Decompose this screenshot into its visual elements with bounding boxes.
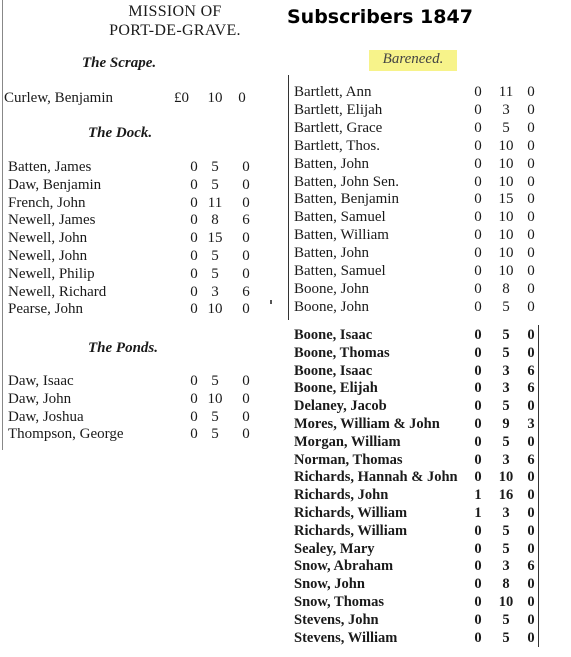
shillings-value: 5 bbox=[502, 119, 510, 136]
subscriber-name: Sealey, Mary bbox=[294, 540, 375, 557]
subscriber-row bbox=[294, 298, 544, 316]
pounds-value: 0 bbox=[190, 283, 198, 300]
shillings-value: 10 bbox=[498, 155, 514, 172]
subscriber-name: Richards, William bbox=[294, 522, 408, 539]
subscriber-row bbox=[294, 137, 544, 155]
subscriber-row bbox=[294, 155, 544, 173]
subscriber-name: Batten, John Sen. bbox=[294, 173, 399, 190]
subscriber-row bbox=[294, 611, 544, 629]
pence-value: 0 bbox=[527, 298, 535, 315]
pence-value: 3 bbox=[527, 416, 535, 432]
pence-value: 0 bbox=[242, 176, 250, 193]
column-rule-bareneed bbox=[288, 75, 289, 320]
pence-value: 0 bbox=[242, 301, 250, 318]
pounds-value: 0 bbox=[190, 390, 198, 407]
subscriber-row bbox=[8, 176, 258, 194]
print-smudge bbox=[270, 300, 272, 304]
subscriber-name: Morgan, William bbox=[294, 433, 401, 450]
shillings-value: 3 bbox=[502, 558, 510, 575]
subscriber-name: Richards, Hannah & John bbox=[294, 469, 458, 486]
subscriber-row bbox=[8, 194, 258, 212]
pence-value: 0 bbox=[242, 408, 250, 425]
pence-value: 0 bbox=[527, 594, 535, 610]
shillings-value: 5 bbox=[502, 611, 510, 628]
shillings-value: 3 bbox=[211, 283, 219, 300]
subscriber-row bbox=[294, 362, 544, 380]
subscriber-row bbox=[294, 344, 544, 362]
shillings-value: 16 bbox=[498, 487, 514, 504]
pence-value: 0 bbox=[242, 230, 250, 247]
pence-value: 0 bbox=[527, 227, 535, 244]
subscriber-name: Boone, Isaac bbox=[294, 362, 373, 379]
pounds-value: 0 bbox=[190, 301, 198, 318]
shillings-value: 5 bbox=[502, 344, 510, 361]
pence-value: 0 bbox=[527, 505, 535, 521]
pence-value: 0 bbox=[527, 540, 535, 557]
pounds-value: 0 bbox=[474, 227, 482, 244]
subscriber-row bbox=[294, 504, 544, 522]
subscriber-name: Delaney, Jacob bbox=[294, 398, 387, 415]
shillings-value: 10 bbox=[498, 227, 514, 244]
pounds-value: 0 bbox=[474, 469, 482, 486]
pounds-value: 0 bbox=[474, 451, 482, 468]
pounds-value: 0 bbox=[474, 433, 482, 450]
pounds-value: 0 bbox=[474, 540, 482, 557]
subscriber-name: Snow, Thomas bbox=[294, 594, 384, 610]
subscriber-row bbox=[294, 280, 544, 298]
section-heading-dock: The Dock. bbox=[88, 125, 153, 141]
pounds-value: 0 bbox=[190, 408, 198, 425]
subscriber-row bbox=[294, 244, 544, 262]
shillings-value: 5 bbox=[211, 373, 219, 389]
shillings-value: 15 bbox=[498, 191, 514, 208]
pounds-value: 0 bbox=[474, 84, 482, 100]
shillings-value: 5 bbox=[502, 540, 510, 557]
subscriber-name: Daw, John bbox=[8, 390, 72, 407]
subscriber-name: Batten, Samuel bbox=[294, 209, 386, 226]
pounds-value: 0 bbox=[474, 594, 482, 610]
pence-value: 0 bbox=[242, 373, 250, 389]
subscriber-name: Boone, Thomas bbox=[294, 344, 390, 361]
pence-value: 0 bbox=[527, 155, 535, 172]
pounds-value: 0 bbox=[474, 173, 482, 190]
pounds-value: 0 bbox=[474, 398, 482, 415]
shillings-value: 10 bbox=[498, 245, 514, 262]
shillings-value: 5 bbox=[502, 433, 510, 450]
pence-value: 0 bbox=[527, 576, 535, 593]
subscriber-row bbox=[294, 326, 544, 344]
pounds-value: 0 bbox=[474, 576, 482, 593]
pounds-value: 1 bbox=[474, 505, 482, 521]
subscriber-row bbox=[294, 119, 544, 137]
subscriber-name: Newell, John bbox=[8, 248, 88, 264]
subscriber-name: Boone, John bbox=[294, 280, 369, 297]
pence-value: 0 bbox=[527, 487, 535, 504]
subscriber-row bbox=[294, 173, 544, 191]
pounds-value: 0 bbox=[190, 426, 198, 443]
pounds-value: 0 bbox=[474, 280, 482, 297]
pence-value: 0 bbox=[527, 398, 535, 415]
pence-value: 6 bbox=[527, 451, 535, 468]
pence-value: 0 bbox=[242, 390, 250, 407]
pence-value: 0 bbox=[527, 433, 535, 450]
pence-value: 6 bbox=[527, 362, 535, 379]
shillings-value: 8 bbox=[211, 212, 219, 229]
pence-value: 0 bbox=[527, 173, 535, 190]
pounds-value: 0 bbox=[474, 327, 482, 343]
subscriber-row bbox=[8, 372, 258, 390]
pounds-value: 0 bbox=[474, 380, 482, 397]
subscriber-row bbox=[294, 190, 544, 208]
subscriber-name: Snow, John bbox=[294, 576, 365, 593]
section-heading-ponds: The Ponds. bbox=[88, 340, 159, 356]
subscriber-name: Thompson, George bbox=[8, 426, 124, 443]
subscriber-row bbox=[8, 229, 258, 247]
pounds-value: 0 bbox=[474, 263, 482, 279]
overlay-title: Subscribers 1847 bbox=[287, 6, 473, 28]
shillings-value: 10 bbox=[498, 209, 514, 226]
subscriber-row bbox=[294, 468, 544, 486]
mission-title-line2: PORT-DE-GRAVE. bbox=[109, 22, 241, 39]
subscriber-name: Newell, Philip bbox=[8, 265, 95, 282]
pounds-value: 0 bbox=[474, 344, 482, 361]
subscriber-row bbox=[8, 408, 258, 426]
subscriber-row bbox=[294, 397, 544, 415]
pounds-value: 0 bbox=[474, 191, 482, 208]
shillings-value: 10 bbox=[498, 469, 514, 486]
shillings-value: 5 bbox=[211, 408, 219, 425]
pounds-value: 0 bbox=[474, 119, 482, 136]
pounds-value: 0 bbox=[474, 629, 482, 646]
pence-value: 0 bbox=[242, 159, 250, 175]
shillings-value: 11 bbox=[498, 84, 514, 100]
subscriber-row bbox=[294, 83, 544, 101]
subscriber-row bbox=[294, 379, 544, 397]
subscriber-row bbox=[8, 247, 258, 265]
shillings-value: 10 bbox=[207, 90, 223, 106]
subscriber-name: Daw, Joshua bbox=[8, 408, 84, 425]
pence-value: 0 bbox=[527, 344, 535, 361]
pence-value: 0 bbox=[527, 119, 535, 136]
pence-value: 0 bbox=[527, 137, 535, 154]
left-page-edge bbox=[2, 0, 3, 450]
pence-value: 6 bbox=[527, 558, 535, 575]
pence-value: 0 bbox=[527, 522, 535, 539]
shillings-value: 5 bbox=[502, 298, 510, 315]
pounds-value: 0 bbox=[190, 248, 198, 264]
subscriber-row bbox=[8, 265, 258, 283]
subscriber-name: Newell, Richard bbox=[8, 283, 107, 300]
shillings-value: 9 bbox=[502, 416, 510, 432]
pence-value: 0 bbox=[527, 84, 535, 100]
pounds-value: 0 bbox=[474, 137, 482, 154]
pence-value: 0 bbox=[527, 327, 535, 343]
subscriber-row bbox=[8, 158, 258, 176]
subscriber-name: Richards, William bbox=[294, 505, 408, 521]
pounds-value: 0 bbox=[190, 212, 198, 229]
pence-value: 6 bbox=[242, 212, 250, 229]
pounds-value: 0 bbox=[474, 209, 482, 226]
subscriber-name: Bartlett, Ann bbox=[294, 84, 372, 100]
subscriber-row bbox=[294, 415, 544, 433]
pounds-value: 0 bbox=[190, 176, 198, 193]
section-heading-scrape: The Scrape. bbox=[82, 55, 157, 71]
subscriber-name: Boone, John bbox=[294, 298, 369, 315]
pounds-value: 0 bbox=[190, 373, 198, 389]
pounds-value: 0 bbox=[474, 155, 482, 172]
subscriber-name: Pearse, John bbox=[8, 301, 83, 318]
section-heading-bareneed: Bareneed. bbox=[382, 51, 444, 67]
shillings-value: 10 bbox=[498, 173, 514, 190]
shillings-value: 5 bbox=[502, 327, 510, 343]
subscriber-name: Newell, John bbox=[8, 230, 88, 247]
shillings-value: 10 bbox=[498, 263, 514, 279]
subscriber-row bbox=[294, 226, 544, 244]
shillings-value: 8 bbox=[502, 576, 510, 593]
pence-value: 0 bbox=[242, 265, 250, 282]
pence-value: 0 bbox=[527, 209, 535, 226]
subscriber-row bbox=[8, 211, 258, 229]
subscriber-row bbox=[294, 629, 544, 647]
pounds-value: 0 bbox=[190, 159, 198, 175]
subscriber-name: Batten, Benjamin bbox=[294, 191, 399, 208]
shillings-value: 5 bbox=[211, 426, 219, 443]
pounds-value: £0 bbox=[174, 90, 189, 106]
shillings-value: 3 bbox=[502, 451, 510, 468]
subscriber-row bbox=[8, 425, 258, 443]
subscriber-name: Batten, John bbox=[294, 245, 369, 262]
subscriber-name: Daw, Isaac bbox=[8, 373, 74, 389]
pence-value: 0 bbox=[527, 611, 535, 628]
subscriber-name: Daw, Benjamin bbox=[8, 176, 102, 193]
pounds-value: 0 bbox=[474, 611, 482, 628]
shillings-value: 5 bbox=[502, 398, 510, 415]
shillings-value: 5 bbox=[211, 248, 219, 264]
subscriber-name: Bartlett, Thos. bbox=[294, 137, 380, 154]
shillings-value: 3 bbox=[502, 505, 510, 521]
subscriber-row bbox=[294, 101, 544, 119]
scrape-row bbox=[4, 89, 254, 107]
shillings-value: 10 bbox=[498, 137, 514, 154]
subscriber-row bbox=[8, 390, 258, 408]
pence-value: 0 bbox=[527, 191, 535, 208]
pounds-value: 0 bbox=[474, 416, 482, 432]
pence-value: 6 bbox=[242, 283, 250, 300]
subscriber-name: Newell, James bbox=[8, 212, 96, 229]
subscriber-name: Stevens, William bbox=[294, 629, 398, 646]
shillings-value: 10 bbox=[207, 390, 223, 407]
pounds-value: 0 bbox=[190, 265, 198, 282]
shillings-value: 5 bbox=[502, 629, 510, 646]
subscriber-row bbox=[294, 522, 544, 540]
mission-title bbox=[80, 2, 270, 40]
pounds-value: 0 bbox=[474, 298, 482, 315]
subscriber-row bbox=[294, 575, 544, 593]
subscriber-name: Batten, James bbox=[8, 159, 92, 175]
pence-value: 0 bbox=[242, 194, 250, 211]
shillings-value: 5 bbox=[211, 265, 219, 282]
shillings-value: 10 bbox=[498, 594, 514, 610]
shillings-value: 11 bbox=[207, 194, 223, 211]
subscriber-row bbox=[294, 557, 544, 575]
subscriber-name: Batten, John bbox=[294, 155, 369, 172]
pounds-value: 0 bbox=[474, 101, 482, 118]
subscriber-name: Bartlett, Elijah bbox=[294, 101, 383, 118]
subscriber-name: Richards, John bbox=[294, 487, 389, 504]
shillings-value: 3 bbox=[502, 380, 510, 397]
pounds-value: 0 bbox=[474, 522, 482, 539]
subscriber-name: Bartlett, Grace bbox=[294, 119, 383, 136]
pounds-value: 0 bbox=[190, 194, 198, 211]
pence-value: 0 bbox=[527, 629, 535, 646]
shillings-value: 5 bbox=[502, 522, 510, 539]
subscriber-row bbox=[294, 208, 544, 226]
shillings-value: 3 bbox=[502, 362, 510, 379]
shillings-value: 15 bbox=[207, 230, 223, 247]
subscriber-name: Stevens, John bbox=[294, 611, 379, 628]
shillings-value: 10 bbox=[207, 301, 223, 318]
subscriber-name: Curlew, Benjamin bbox=[4, 90, 114, 106]
subscriber-name: Norman, Thomas bbox=[294, 451, 403, 468]
pence-value: 0 bbox=[527, 263, 535, 279]
pence-value: 0 bbox=[527, 280, 535, 297]
shillings-value: 5 bbox=[211, 176, 219, 193]
subscriber-name: Mores, William & John bbox=[294, 416, 440, 432]
pounds-value: 0 bbox=[474, 558, 482, 575]
pence-value: 0 bbox=[242, 248, 250, 264]
pence-value: 6 bbox=[527, 380, 535, 397]
subscriber-row bbox=[294, 486, 544, 504]
mission-title-line1: MISSION OF bbox=[128, 3, 222, 20]
pence-value: 0 bbox=[527, 101, 535, 118]
pounds-value: 0 bbox=[474, 245, 482, 262]
pence-value: 0 bbox=[527, 245, 535, 262]
pounds-value: 0 bbox=[474, 362, 482, 379]
subscriber-row bbox=[294, 540, 544, 558]
shillings-value: 8 bbox=[502, 280, 510, 297]
pence-value: 0 bbox=[238, 90, 246, 106]
pence-value: 0 bbox=[242, 426, 250, 443]
subscriber-name: Batten, Samuel bbox=[294, 263, 386, 279]
subscriber-name: Batten, William bbox=[294, 227, 389, 244]
subscriber-name: Boone, Isaac bbox=[294, 327, 373, 343]
subscriber-name: Boone, Elijah bbox=[294, 380, 378, 397]
pounds-value: 1 bbox=[474, 487, 482, 504]
pence-value: 0 bbox=[527, 469, 535, 486]
shillings-value: 3 bbox=[502, 101, 510, 118]
subscriber-row bbox=[8, 283, 258, 301]
subscriber-row bbox=[8, 300, 258, 318]
shillings-value: 5 bbox=[211, 159, 219, 175]
subscriber-row bbox=[294, 451, 544, 469]
subscriber-row bbox=[294, 593, 544, 611]
subscriber-row bbox=[294, 433, 544, 451]
subscriber-row bbox=[294, 262, 544, 280]
pounds-value: 0 bbox=[190, 230, 198, 247]
subscriber-name: Snow, Abraham bbox=[294, 558, 394, 575]
subscriber-name: French, John bbox=[8, 194, 86, 211]
